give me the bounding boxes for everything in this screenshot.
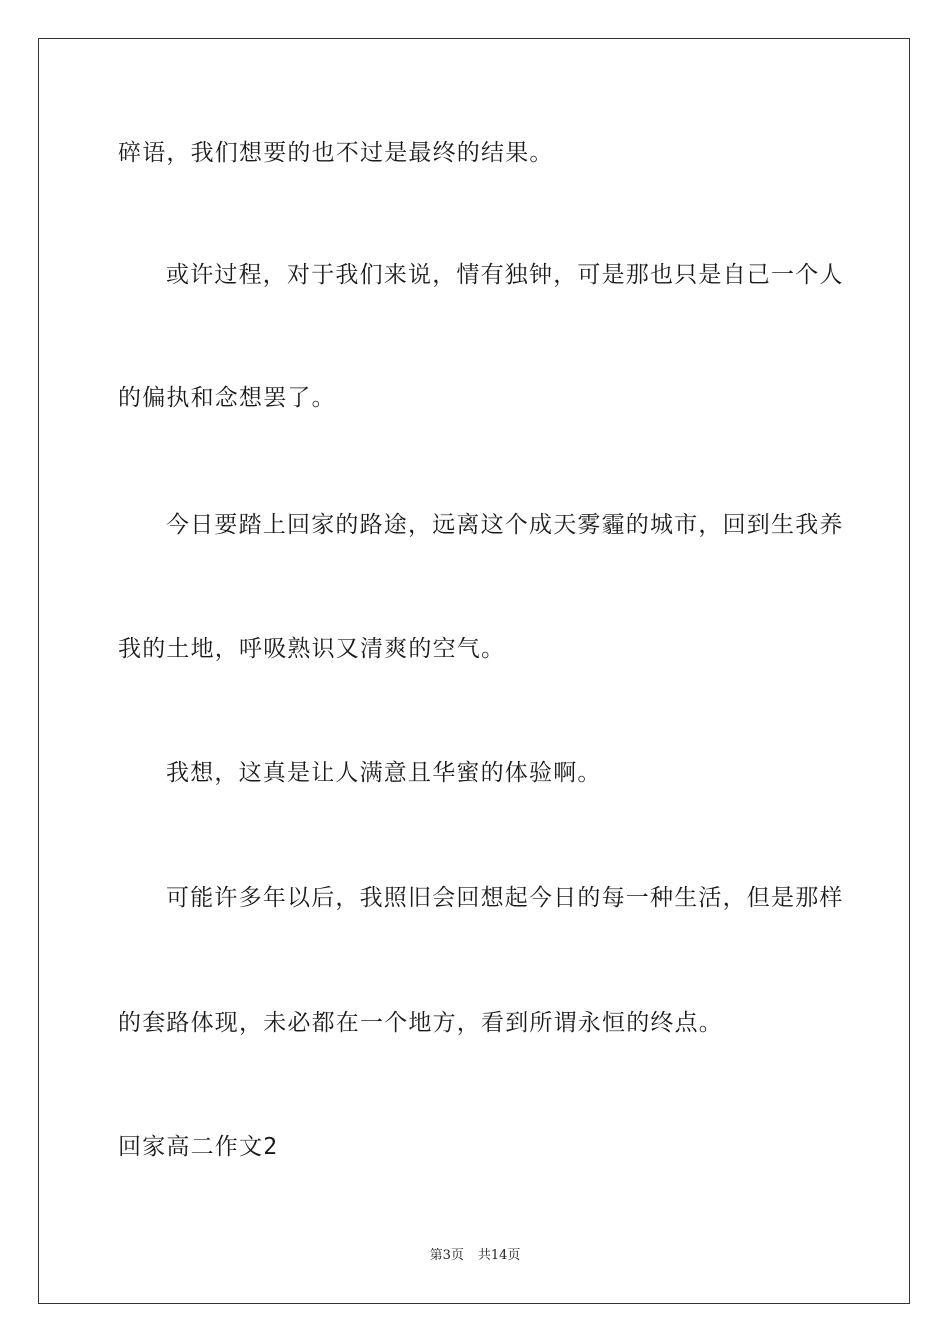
paragraph-line: 今日要踏上回家的路途，远离这个成天雾霾的城市，回到生我养	[166, 512, 844, 538]
paragraph-line: 我的土地，呼吸熟识又清爽的空气。	[118, 636, 506, 662]
paragraph-line: 或许过程，对于我们来说，情有独钟，可是那也只是自己一个人	[166, 262, 844, 288]
paragraph-line: 我想，这真是让人满意且华蜜的体验啊。	[166, 760, 602, 786]
paragraph-line: 的套路体现，未必都在一个地方，看到所谓永恒的终点。	[118, 1010, 723, 1036]
section-heading: 回家高二作文2	[118, 1134, 279, 1160]
paragraph-line: 的偏执和念想罢了。	[118, 385, 336, 411]
paragraph-line: 碎语，我们想要的也不过是最终的结果。	[118, 140, 554, 166]
page-total: 共14页	[477, 1248, 521, 1263]
page-footer	[0, 1247, 950, 1265]
page-border	[38, 38, 910, 1304]
page-number: 第3页	[429, 1248, 464, 1263]
paragraph-line: 可能许多年以后，我照旧会回想起今日的每一种生活，但是那样	[166, 885, 844, 911]
